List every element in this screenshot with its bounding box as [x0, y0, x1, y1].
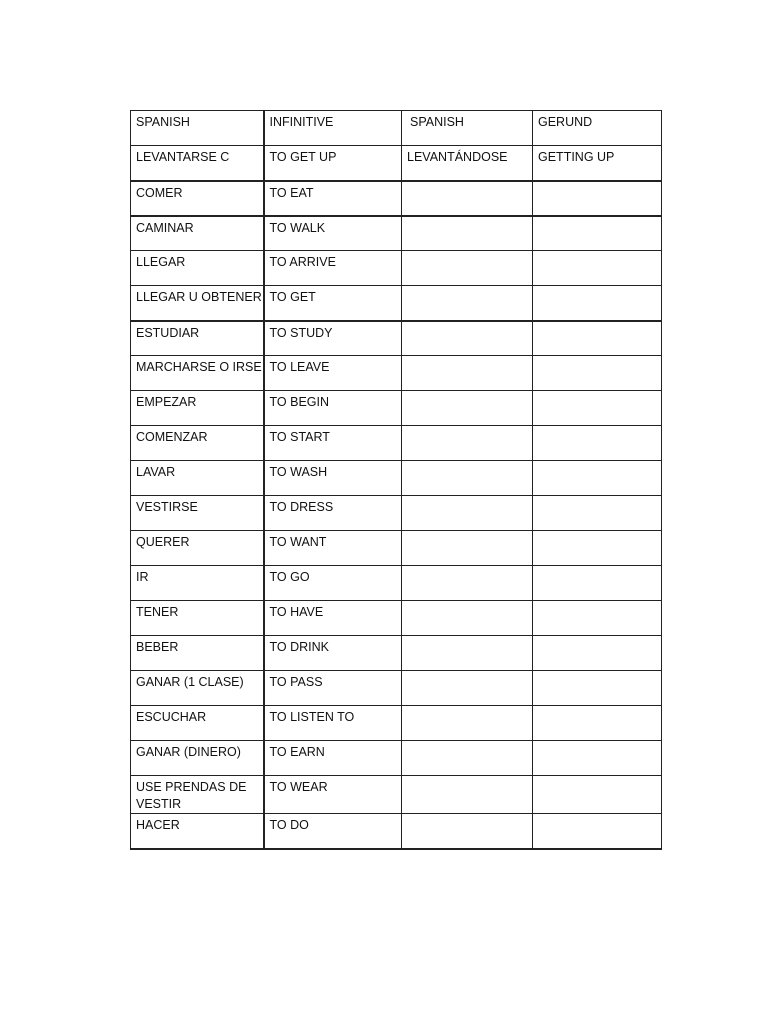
- table-row: [131, 531, 662, 566]
- table-row: [131, 356, 662, 391]
- english-infinitive-cell: TO DRESS: [264, 496, 402, 531]
- table-row: [131, 814, 662, 849]
- english-gerund-cell: [533, 321, 662, 356]
- spanish-gerund-cell: [402, 671, 533, 706]
- table-row: [131, 426, 662, 461]
- table-row: [131, 496, 662, 531]
- spanish-gerund-cell: [402, 321, 533, 356]
- english-infinitive-cell: TO START: [264, 426, 402, 461]
- english-infinitive-cell: TO EARN: [264, 741, 402, 776]
- english-gerund-cell: [533, 814, 662, 849]
- spanish-gerund-cell: [402, 496, 533, 531]
- spanish-gerund-cell: [402, 636, 533, 671]
- english-infinitive-cell: TO PASS: [264, 671, 402, 706]
- table-row: [131, 461, 662, 496]
- table-row: [131, 321, 662, 356]
- english-infinitive-cell: TO GO: [264, 566, 402, 601]
- english-infinitive-cell: TO BEGIN: [264, 391, 402, 426]
- english-gerund-cell: [533, 776, 662, 814]
- header-row: [131, 111, 662, 146]
- spanish-gerund-cell: [402, 601, 533, 636]
- english-infinitive-cell: TO DRINK: [264, 636, 402, 671]
- table-row: [131, 706, 662, 741]
- english-gerund-cell: [533, 741, 662, 776]
- table-row: [131, 636, 662, 671]
- english-infinitive-cell: TO HAVE: [264, 601, 402, 636]
- spanish-gerund-cell: [402, 356, 533, 391]
- table-row: [131, 566, 662, 601]
- vocabulary-table-body: [131, 111, 662, 849]
- spanish-infinitive-cell: CAMINAR: [131, 216, 264, 251]
- english-infinitive-cell: TO DO: [264, 814, 402, 849]
- english-gerund-cell: [533, 706, 662, 741]
- table-row: [131, 286, 662, 321]
- spanish-gerund-cell: [402, 181, 533, 216]
- english-infinitive-cell: TO GET: [264, 286, 402, 321]
- spanish-gerund-cell: [402, 461, 533, 496]
- spanish-infinitive-cell: VESTIRSE: [131, 496, 264, 531]
- english-infinitive-cell: TO STUDY: [264, 321, 402, 356]
- english-gerund-cell: [533, 566, 662, 601]
- spanish-infinitive-cell: LLEGAR U OBTENER: [131, 286, 264, 321]
- table-row: [131, 601, 662, 636]
- spanish-infinitive-cell: MARCHARSE O IRSE: [131, 356, 264, 391]
- spanish-infinitive-cell: LLEGAR: [131, 251, 264, 286]
- spanish-infinitive-cell: IR: [131, 566, 264, 601]
- spanish-gerund-cell: [402, 251, 533, 286]
- english-gerund-cell: [533, 181, 662, 216]
- spanish-gerund-cell: [402, 776, 533, 814]
- english-gerund-cell: [533, 461, 662, 496]
- spanish-infinitive-cell: LAVAR: [131, 461, 264, 496]
- spanish-infinitive-cell: COMENZAR: [131, 426, 264, 461]
- english-infinitive-cell: TO GET UP: [264, 146, 402, 181]
- english-gerund-cell: [533, 601, 662, 636]
- spanish-infinitive-cell: GANAR (DINERO): [131, 741, 264, 776]
- spanish-infinitive-cell: ESTUDIAR: [131, 321, 264, 356]
- spanish-gerund-cell: LEVANTÁNDOSE: [402, 146, 533, 181]
- spanish-gerund-cell: [402, 706, 533, 741]
- table-row: [131, 146, 662, 181]
- english-infinitive-cell: TO WEAR: [264, 776, 402, 814]
- english-infinitive-cell: TO WANT: [264, 531, 402, 566]
- spanish-infinitive-cell: LEVANTARSE C: [131, 146, 264, 181]
- table-row: [131, 671, 662, 706]
- english-gerund-cell: GETTING UP: [533, 146, 662, 181]
- english-infinitive-cell: TO EAT: [264, 181, 402, 216]
- english-infinitive-cell: TO LEAVE: [264, 356, 402, 391]
- english-gerund-cell: [533, 391, 662, 426]
- spanish-infinitive-cell: HACER: [131, 814, 264, 849]
- english-gerund-cell: [533, 286, 662, 321]
- spanish-gerund-cell: [402, 216, 533, 251]
- spanish-gerund-cell: [402, 426, 533, 461]
- vocabulary-table: [130, 110, 662, 850]
- table-row: [131, 216, 662, 251]
- english-gerund-cell: [533, 531, 662, 566]
- spanish-infinitive-cell: QUERER: [131, 531, 264, 566]
- english-infinitive-cell: TO LISTEN TO: [264, 706, 402, 741]
- spanish-infinitive-cell: BEBER: [131, 636, 264, 671]
- spanish-infinitive-cell: EMPEZAR: [131, 391, 264, 426]
- spanish-gerund-cell: [402, 566, 533, 601]
- english-gerund-cell: [533, 671, 662, 706]
- spanish-infinitive-cell: ESCUCHAR: [131, 706, 264, 741]
- english-gerund-cell: [533, 636, 662, 671]
- english-gerund-cell: [533, 251, 662, 286]
- header-spanish-gerund: SPANISH: [402, 111, 533, 146]
- english-gerund-cell: [533, 426, 662, 461]
- spanish-gerund-cell: [402, 814, 533, 849]
- header-spanish-infinitive: SPANISH: [131, 111, 264, 146]
- header-gerund: GERUND: [533, 111, 662, 146]
- spanish-infinitive-cell: COMER: [131, 181, 264, 216]
- spanish-gerund-cell: [402, 741, 533, 776]
- spanish-gerund-cell: [402, 531, 533, 566]
- english-infinitive-cell: TO ARRIVE: [264, 251, 402, 286]
- table-row: [131, 251, 662, 286]
- english-infinitive-cell: TO WASH: [264, 461, 402, 496]
- table-row: [131, 741, 662, 776]
- table-row: [131, 181, 662, 216]
- header-infinitive: INFINITIVE: [264, 111, 402, 146]
- spanish-gerund-cell: [402, 286, 533, 321]
- spanish-infinitive-cell: TENER: [131, 601, 264, 636]
- spanish-gerund-cell: [402, 391, 533, 426]
- english-gerund-cell: [533, 356, 662, 391]
- english-gerund-cell: [533, 216, 662, 251]
- table-row: [131, 776, 662, 814]
- table-row: [131, 391, 662, 426]
- english-gerund-cell: [533, 496, 662, 531]
- english-infinitive-cell: TO WALK: [264, 216, 402, 251]
- spanish-infinitive-cell: USE PRENDAS DE VESTIR: [131, 776, 264, 814]
- spanish-infinitive-cell: GANAR (1 CLASE): [131, 671, 264, 706]
